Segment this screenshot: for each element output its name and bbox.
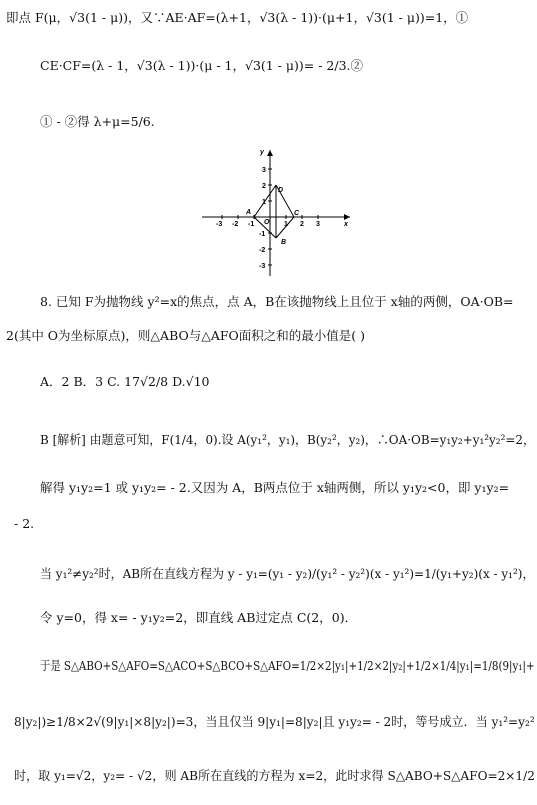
text-line: 解得 y₁y₂=1 或 y₁y₂= - 2.又因为 A，B两点位于 x轴两侧，所以 y₁y₂<0，即 y₁y₂=	[40, 480, 510, 495]
y-tick-label: 1	[262, 199, 266, 206]
x-tick-label: -2	[232, 221, 239, 228]
text-line: 于是 S△ABO+S△AFO=S△ACO+S△BCO+S△AFO=1/2×2|y₁|+1/2×2|y₂|+1/2×1/4|y₁|=1/8(9|y₁|+	[40, 658, 535, 673]
point-label-c: C	[294, 210, 300, 217]
y-tick-label: -3	[259, 263, 266, 270]
y-tick-label: -1	[259, 231, 266, 238]
y-tick-label: 3	[262, 167, 266, 174]
text-line: B [解析] 由题意可知，F(1/4，0).设 A(y₁²，y₁)，B(y₂²，y₂)，∴OA·OB=y₁y₂+y₁²y₂²=2，	[40, 432, 535, 447]
text-line: - 2.	[14, 516, 35, 531]
text-line: 2(其中 O为坐标原点)，则△ABO与△AFO面积之和的最小值是( )	[6, 328, 366, 343]
x-tick-label: 1	[284, 221, 288, 228]
x-tick-label: -1	[248, 221, 255, 228]
text-line: 时，取 y₁=√2，y₂= - √2，则 AB所在直线的方程为 x=2，此时求得 S△ABO+S△AFO=2×1/2	[14, 768, 535, 783]
text-line: CE·CF=(λ - 1，√3(λ - 1))·(μ - 1，√3(1 - μ))= - 2/3.②	[40, 58, 364, 73]
text-line: 即点 F(μ，√3(1 - μ))，又∵AE·AF=(λ+1，√3(λ - 1))·(μ+1，√3(1 - μ))=1，①	[6, 10, 469, 25]
y-tick-label: -2	[259, 247, 266, 254]
coordinate-figure	[196, 144, 356, 279]
text-line: 8. 已知 F为抛物线 y²=x的焦点，点 A，B在该抛物线上且位于 x轴的两侧，OA·OB=	[40, 294, 514, 309]
point-label-a: A	[246, 209, 252, 216]
y-tick-label: 2	[262, 183, 266, 190]
text-line: ① - ②得 λ+μ=5/6.	[40, 114, 155, 129]
y-axis-label: y	[260, 149, 264, 156]
point-label-b: B	[281, 239, 287, 246]
text-line: 8|y₂|)≥1/8×2√(9|y₁|×8|y₂|)=3，当且仅当 9|y₁|=8|y₂|且 y₁y₂= - 2时，等号成立．当 y₁²=y₂²	[14, 714, 535, 729]
text-line: 当 y₁²≠y₂²时，AB所在直线方程为 y - y₁=(y₁ - y₂)/(y₁² - y₂²)(x - y₁²)=1/(y₁+y₂)(x - y₁²)，	[40, 566, 535, 581]
point-label-d: D	[278, 187, 284, 194]
origin-label: O	[264, 219, 270, 226]
x-tick-label: 2	[300, 221, 304, 228]
x-axis-label: x	[344, 221, 348, 228]
x-tick-label: -3	[216, 221, 223, 228]
x-tick-label: 3	[316, 221, 320, 228]
text-line: 令 y=0，得 x= - y₁y₂=2，即直线 AB过定点 C(2，0)．	[40, 610, 358, 625]
text-line: A．2 B．3 C. 17√2/8 D.√10	[40, 374, 210, 389]
